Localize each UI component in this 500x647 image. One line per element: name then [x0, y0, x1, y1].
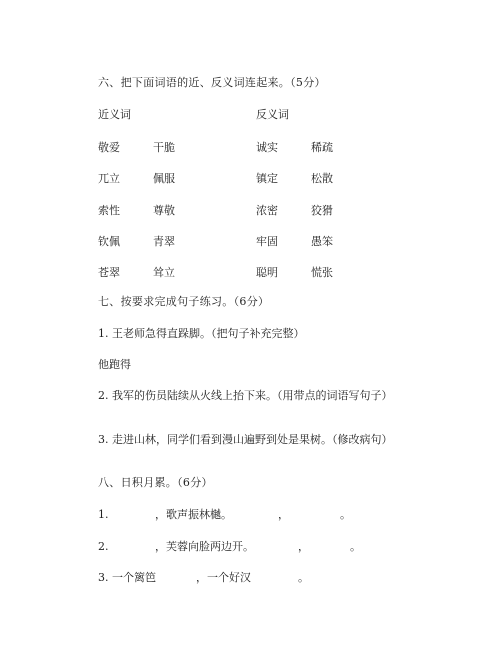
section8-q3-start: 3. 一个篱笆: [98, 571, 156, 584]
antonym-left-word: 浓密: [256, 204, 278, 217]
section7-answer-1: 他跑得: [98, 358, 131, 371]
section7-heading: 七、按要求完成句子练习。（6分）: [98, 295, 270, 308]
synonym-right-word: 佩服: [153, 172, 175, 185]
section8-q1-text: ，歌声振林樾。: [155, 508, 232, 521]
section8-q1-number: 1.: [98, 508, 109, 521]
section8-q1-comma: ，: [278, 508, 289, 521]
synonym-left-word: 敬爱: [98, 141, 120, 154]
section7-question-3: 3. 走进山林，同学们看到漫山遍野到处是果树。（修改病句）: [98, 433, 393, 446]
section7-question-1: 1. 王老师急得直跺脚。（把句子补充完整）: [98, 327, 305, 340]
antonym-left-word: 诚实: [256, 141, 278, 154]
synonym-left-word: 钦佩: [98, 235, 120, 248]
synonym-right-word: 尊敬: [153, 204, 175, 217]
antonym-right-word: 松散: [311, 172, 333, 185]
antonym-right-word: 稀疏: [311, 141, 333, 154]
synonym-left-word: 兀立: [98, 172, 120, 185]
section8-q1-period: 。: [340, 508, 351, 521]
synonym-right-word: 耸立: [153, 266, 175, 279]
section8-q3-middle: ，一个好汉: [196, 571, 251, 584]
section6-heading: 六、把下面词语的近、反义词连起来。（5分）: [98, 76, 326, 89]
synonym-right-word: 干脆: [153, 141, 175, 154]
section7-question-2: 2. 我军的伤员陆续从火线上抬下来。（用带点的词语写句子）: [98, 389, 393, 402]
antonym-left-word: 镇定: [256, 172, 278, 185]
section8-q3-period: 。: [298, 571, 309, 584]
antonym-left-word: 聪明: [256, 266, 278, 279]
antonym-right-word: 狡猾: [311, 204, 333, 217]
antonym-right-word: 愚笨: [311, 235, 333, 248]
section8-q2-period: 。: [350, 540, 361, 553]
synonym-left-word: 索性: [98, 204, 120, 217]
section8-heading: 八、日积月累。（6分）: [98, 476, 213, 489]
antonym-left-word: 牢固: [256, 235, 278, 248]
synonym-left-word: 苍翠: [98, 266, 120, 279]
synonym-label: 近义词: [98, 108, 131, 121]
section8-q2-comma: ，: [298, 540, 309, 553]
antonym-label: 反义词: [256, 108, 289, 121]
synonym-right-word: 青翠: [153, 235, 175, 248]
section8-q2-number: 2.: [98, 540, 109, 553]
antonym-right-word: 慌张: [311, 266, 333, 279]
section8-q2-text: ，芙蓉向脸两边开。: [155, 540, 254, 553]
